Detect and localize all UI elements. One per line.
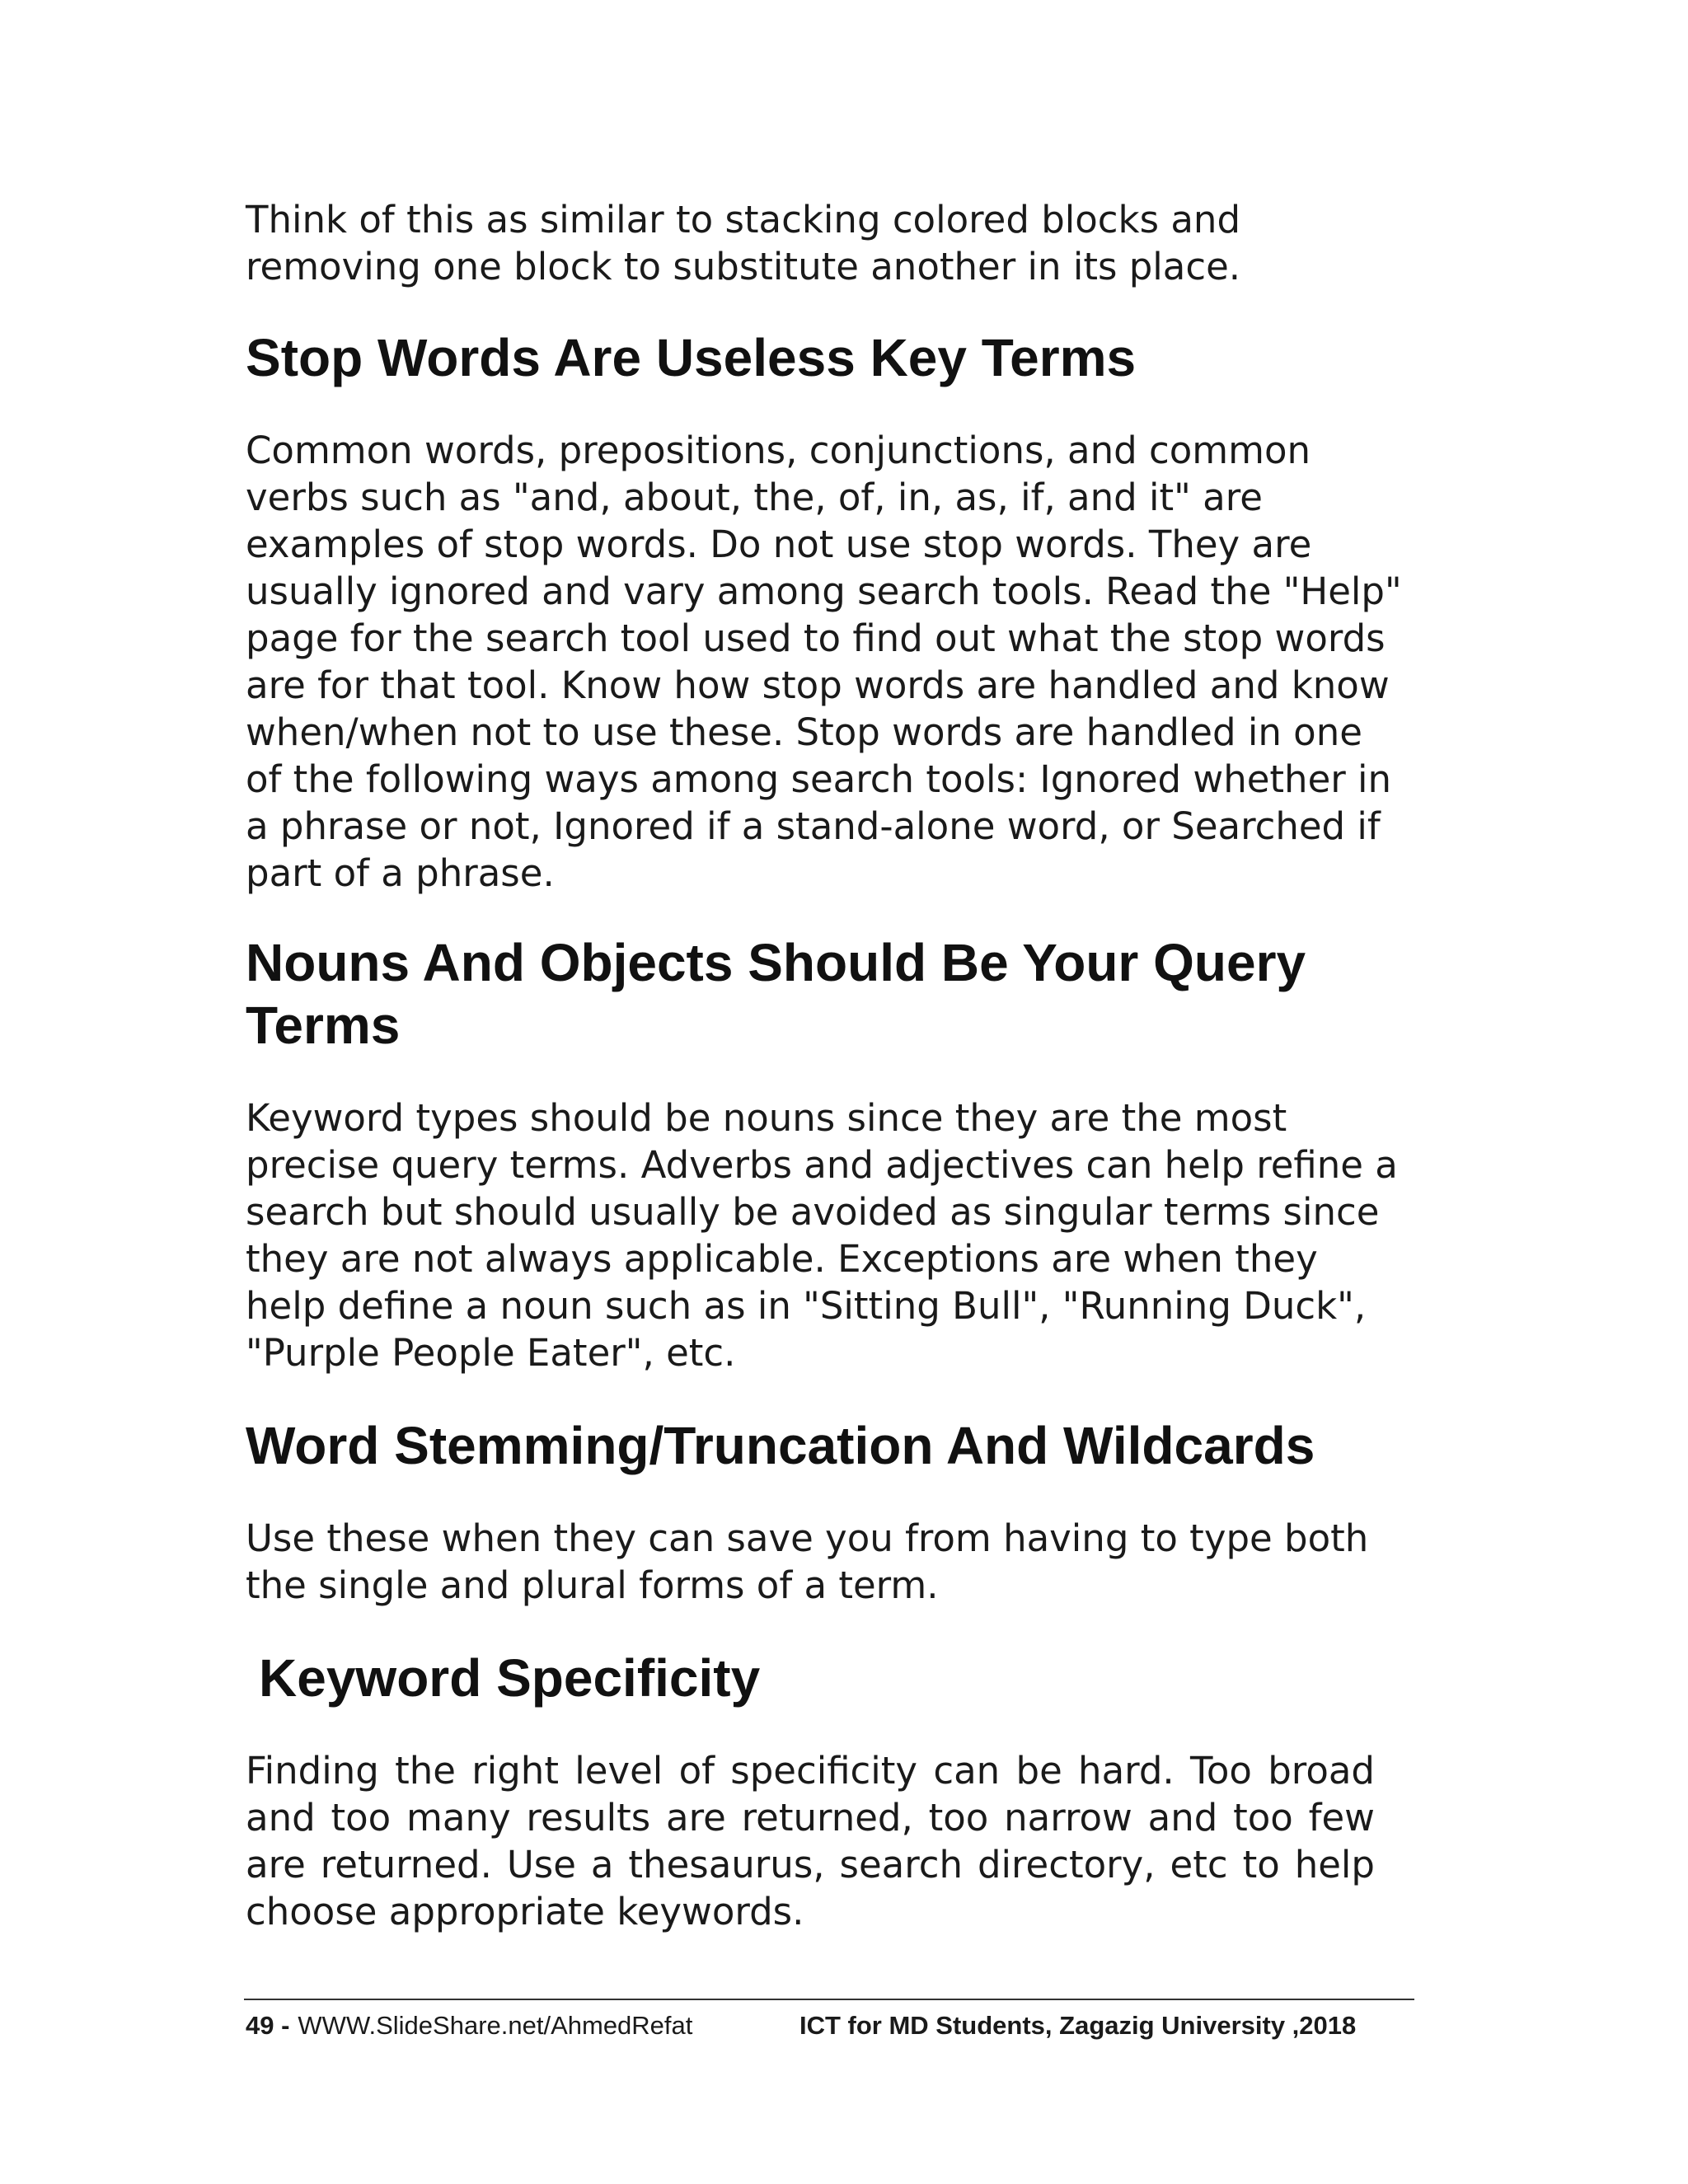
section-body-stop-words: Common words, prepositions, conjunctions, and common verbs such as "and, about, the, of, in, as, if, and it" are examples of stop words. Do not use stop words. They are usually ignored and vary among search tools. Read the "Help" page for the search tool used to find out what the stop words are for that tool. Know how stop words are handled and know when/when not to use these. Stop words are handled in one of the following ways among search tools: Ignored whether in a phrase or not, Ignored if a stand-alone word, or Searched if part of a phrase. [246,429,1402,895]
section-body-nouns-objects: Keyword types should be nouns since they are the most precise query terms. Adverbs and adjectives can help refine a search but should usually be avoided as singular terms since they are not always applicable. Exceptions are when they help define a noun such as in "Sitting Bull", "Running Duck", "Purple People Eater", etc. [246,1096,1398,1375]
section-heading-stemming: Word Stemming/Truncation And Wildcards [246,1416,1315,1475]
section-heading-keyword-specificity: Keyword Specificity [259,1648,761,1708]
page-number: 49 - [246,2011,290,2040]
intro-paragraph: Think of this as similar to stacking colored blocks and removing one block to substitute another in its place. [246,198,1241,288]
page-content [246,196,1408,1935]
section-heading-nouns-objects: Nouns And Objects Should Be Your Query Terms [246,933,1306,1055]
section-body-keyword-specificity: Finding the right level of specificity can be hard. Too broad and too many results are returned, too narrow and too few are returned. Use a thesaurus, search directory, etc to help choose appropriate keywords. [246,1749,1375,1933]
page-footer [246,2008,1416,2044]
section-heading-stop-words: Stop Words Are Useless Key Terms [246,328,1137,387]
section-body-stemming: Use these when they can save you from having to type both the single and plural forms of a term. [246,1516,1369,1607]
footer-divider [244,1999,1414,2000]
footer-course: ICT for MD Students, Zagazig University ,2018 [799,2011,1357,2040]
footer-site: WWW.SlideShare.net/AhmedRefat [298,2011,693,2040]
